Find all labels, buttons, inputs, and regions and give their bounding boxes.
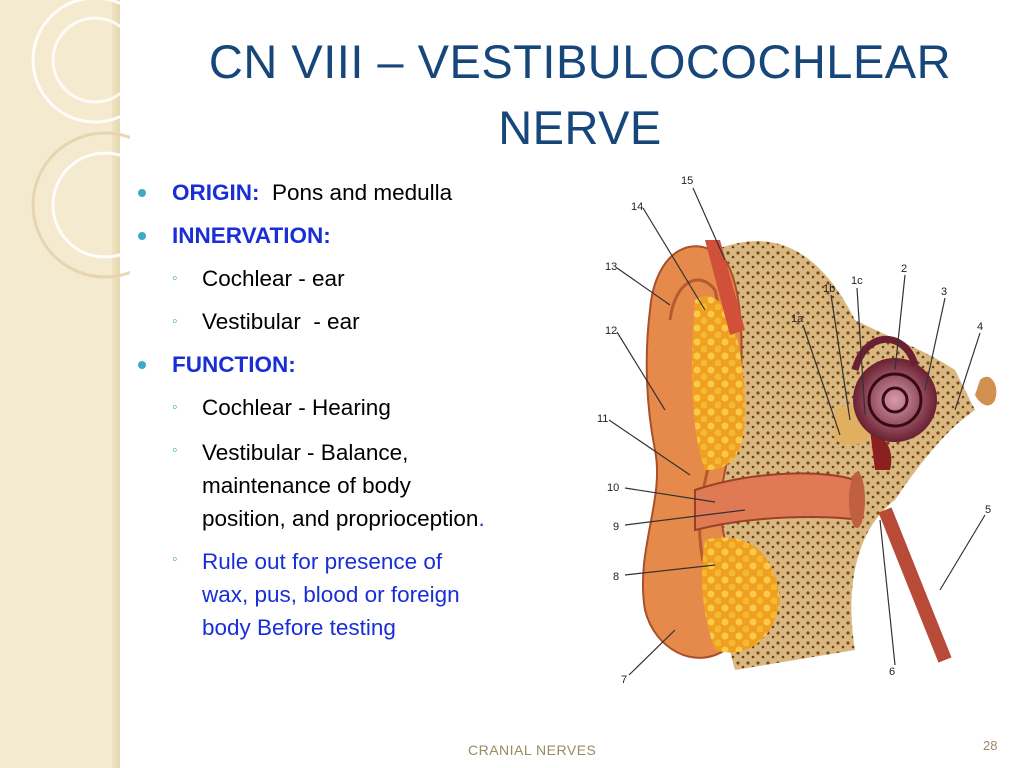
origin-label: ORIGIN: (172, 180, 260, 205)
function-item-2-period: . (478, 506, 485, 531)
fig-label: 4 (977, 321, 984, 333)
function-item-2-line-3 (202, 502, 485, 535)
innervation-item: Vestibular - ear (202, 309, 360, 334)
function-item-3-line-2: wax, pus, blood or foreign (202, 582, 460, 607)
ring-bullet: ◦ (172, 551, 178, 568)
ring-bullet: ◦ (172, 442, 178, 459)
function-label: FUNCTION: (172, 352, 296, 377)
fig-label: 7 (621, 674, 628, 686)
fig-label: 9 (613, 521, 620, 533)
function-item: Cochlear - Hearing (202, 395, 391, 420)
fig-label: 14 (631, 201, 644, 213)
ring-bullet: ◦ (172, 399, 178, 416)
innervation-label: INNERVATION: (172, 223, 331, 248)
fig-label: 15 (681, 175, 694, 187)
fig-label: 13 (605, 261, 618, 273)
ring-bullet: ◦ (172, 270, 178, 287)
title-line-1: CN VIII – VESTIBULOCOCHLEAR (208, 35, 952, 88)
fig-label: 1c (851, 275, 863, 287)
page-number: 28 (983, 738, 998, 753)
function-item-3-line-1: Rule out for presence of (202, 549, 443, 574)
bullet-dot (138, 189, 146, 197)
origin-value: Pons and medulla (272, 180, 453, 205)
fig-label: 3 (941, 286, 948, 298)
bullet-dot (138, 361, 146, 369)
fig-label: 12 (605, 325, 618, 337)
footer-text: CRANIAL NERVES (468, 742, 597, 758)
fig-label: 10 (607, 482, 620, 494)
fig-label: 6 (889, 666, 896, 678)
function-item-3-line-3: body Before testing (202, 615, 396, 640)
ear-anatomy-diagram (595, 170, 1005, 700)
ring-bullet: ◦ (172, 313, 178, 330)
function-item-2-line-2: maintenance of body (202, 473, 411, 498)
bullet-dot (138, 232, 146, 240)
function-item-2-line-1: Vestibular - Balance, (202, 440, 409, 465)
title-line-2: NERVE (498, 101, 662, 154)
fig-label: 2 (901, 263, 908, 275)
fig-label: 5 (985, 504, 992, 516)
innervation-item: Cochlear - ear (202, 266, 345, 291)
function-item-2-line-3-text: position, and proprioception (202, 506, 479, 531)
decorative-circles (0, 0, 130, 300)
fig-label: 11 (597, 413, 609, 425)
fig-label: 8 (613, 571, 620, 583)
fig-label: 1a (791, 313, 804, 325)
fig-label: 1b (823, 283, 836, 295)
